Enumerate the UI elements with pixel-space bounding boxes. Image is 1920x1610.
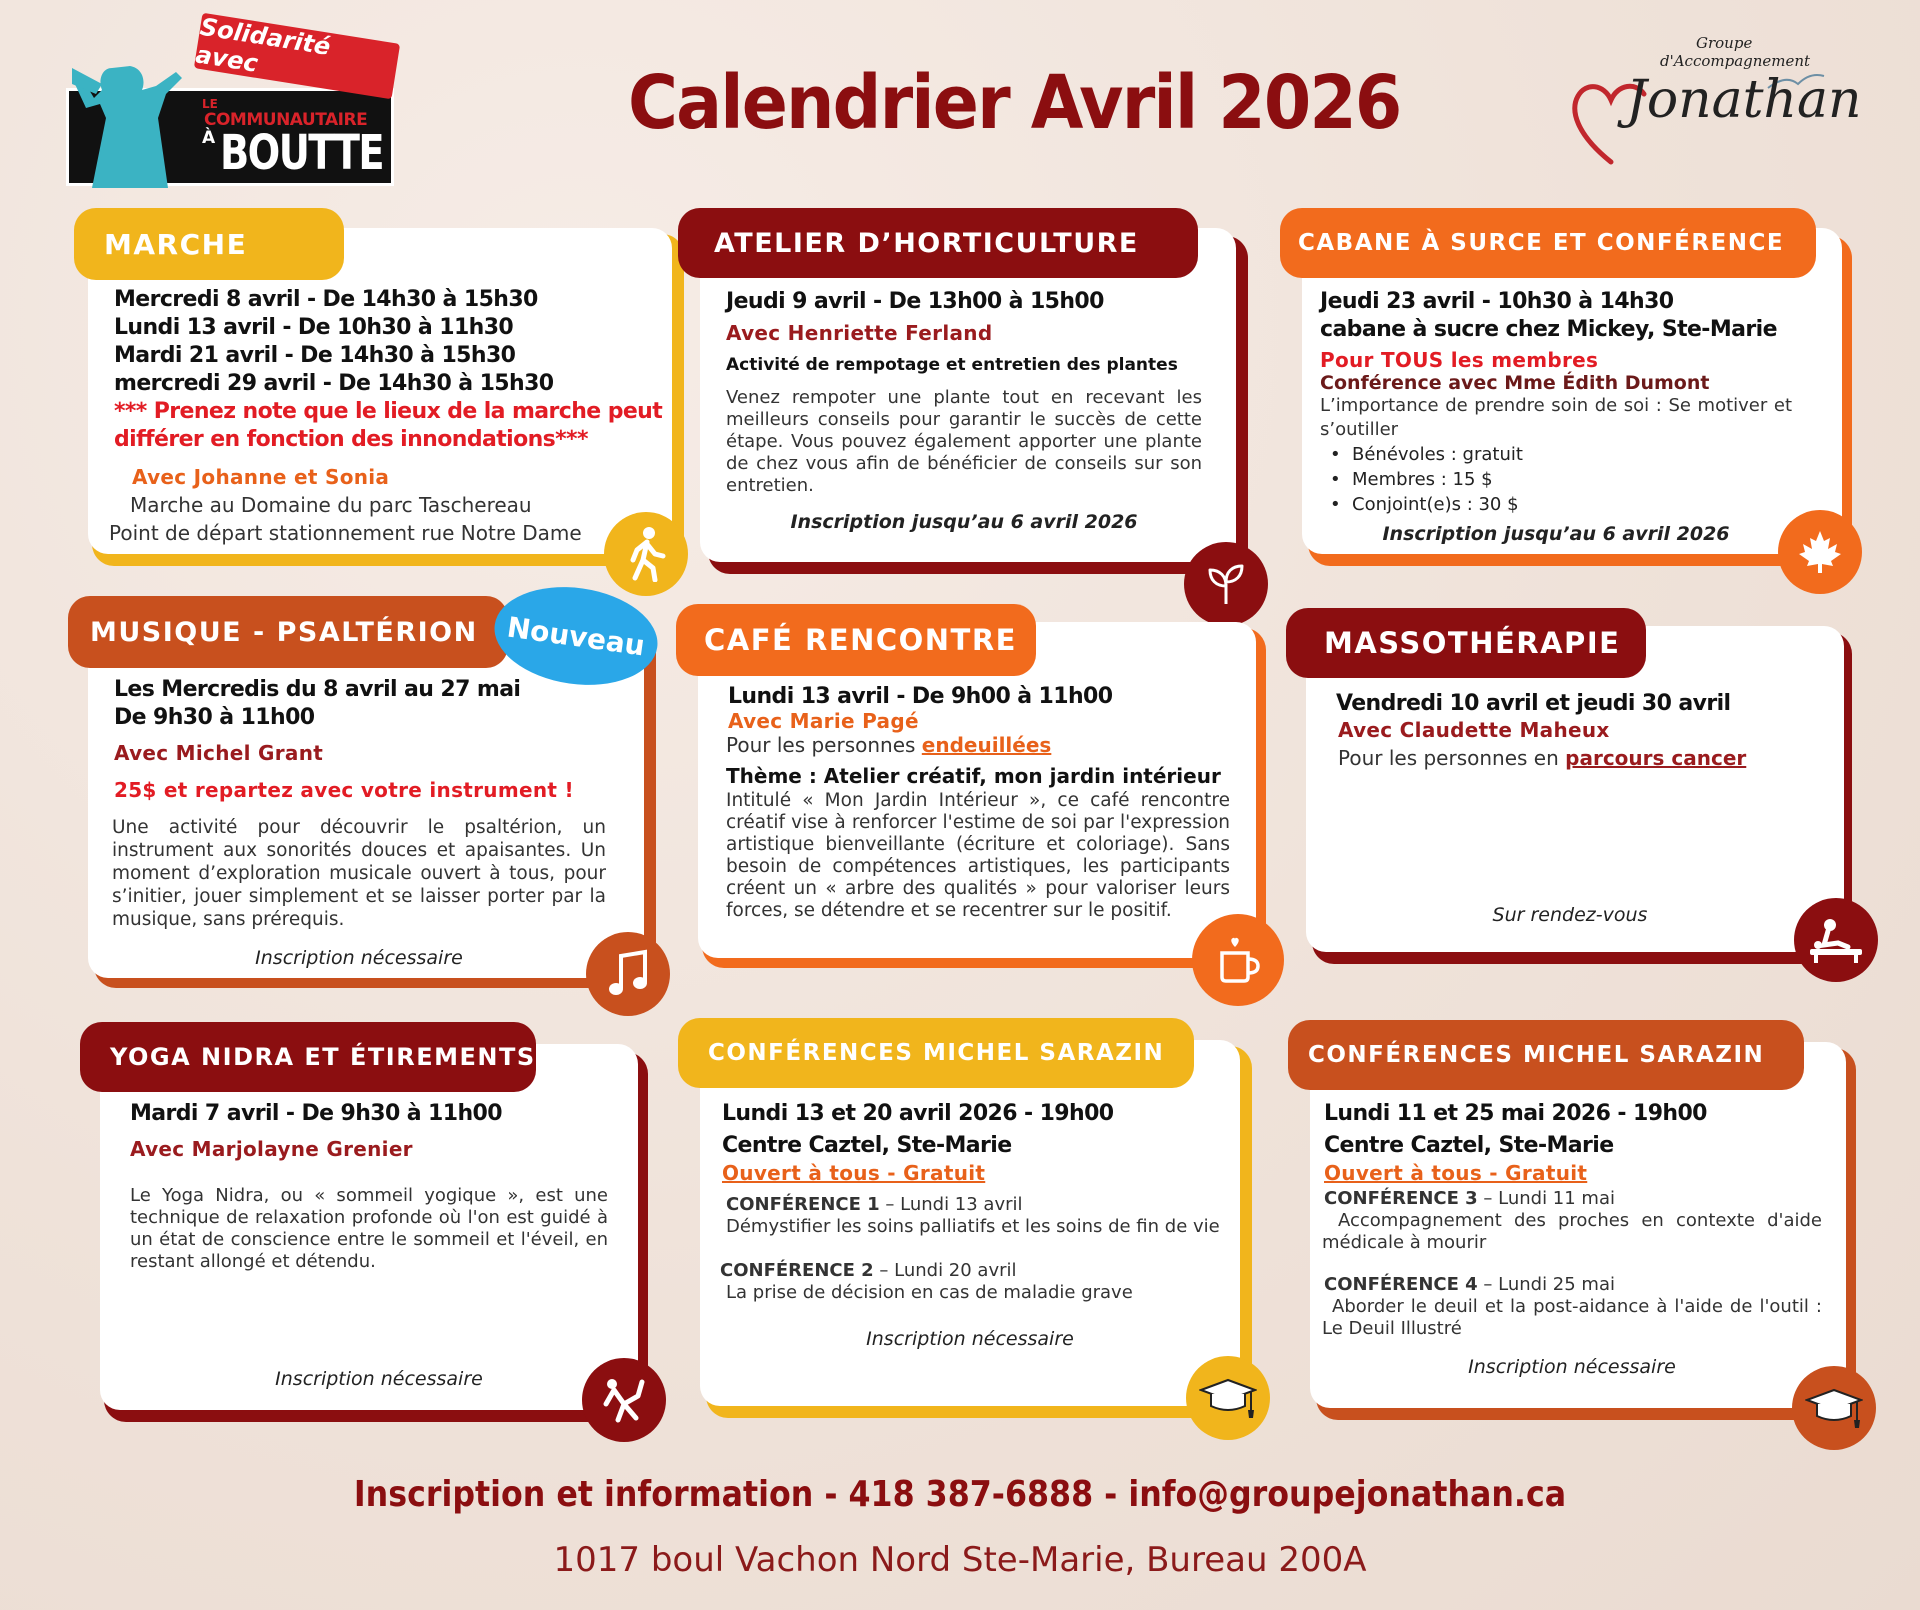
masso-with: Avec Claudette Maheux <box>1338 718 1610 742</box>
masso-for-prefix: Pour les personnes en <box>1338 746 1566 770</box>
horticulture-with: Avec Henriette Ferland <box>726 321 993 345</box>
conf2-c4-desc: Aborder le deuil et la post-aidance à l'aide de l'outil : Le Deuil Illustré <box>1322 1296 1822 1339</box>
conf1-tab <box>678 1018 1194 1088</box>
horticulture-description: Venez rempoter une plante tout en recevant les meilleurs conseils pour garantir le succès de cette étape. Vous pouvez également apporter une plante de chez vous afin de bénéficier de conseils sur son entretien. <box>726 387 1202 496</box>
marche-date-2: Lundi 13 avril - De 10h30 à 11h30 <box>114 315 514 340</box>
musique-tab <box>68 596 508 668</box>
cabane-price-benevoles: • Bénévoles : gratuit <box>1320 442 1792 467</box>
conf2-inscription: Inscription nécessaire <box>1468 1356 1676 1378</box>
logo-communautaire-a-boutte <box>62 12 402 198</box>
conf1-c2-header <box>720 1260 1220 1282</box>
conf2-place: Centre Caztel, Ste-Marie <box>1324 1133 1614 1158</box>
conf2-tab-label: CONFÉRENCES MICHEL SARAZIN <box>1308 1042 1765 1068</box>
horticulture-subtitle: Activité de rempotage et entretien des plantes <box>726 355 1178 375</box>
nouveau-badge-text: Nouveau <box>505 610 647 662</box>
logo-banner <box>194 13 400 100</box>
musique-body <box>112 676 606 969</box>
logo-groupe-jonathan <box>1566 30 1862 170</box>
conf1-inscription: Inscription nécessaire <box>866 1328 1074 1350</box>
cabane-description: L’importance de prendre soin de soi : Se motiver et s’outiller <box>1320 395 1792 440</box>
musique-tab-label: MUSIQUE - PSALTÉRION <box>90 616 478 648</box>
coffee-cup-icon <box>1192 914 1284 1006</box>
masso-tab <box>1286 608 1646 678</box>
cabane-prices <box>1320 442 1792 517</box>
marche-date-4: mercredi 29 avril - De 14h30 à 15h30 <box>114 371 554 396</box>
conf2-c4-header <box>1322 1274 1822 1296</box>
conf1-body <box>720 1100 1220 1350</box>
yoga-description: Le Yoga Nidra, ou « sommeil yogique », est une technique de relaxation profonde où l'on est guidé à un état de conscience entre le sommeil et l'éveil, en restant allongé et détendu. <box>130 1185 608 1272</box>
logo-le: LE <box>202 97 218 111</box>
marche-place-2: Point de départ stationnement rue Notre Dame <box>109 521 582 545</box>
masso-tab-label: MASSOTHÉRAPIE <box>1324 626 1621 660</box>
cabane-price-conjoints: • Conjoint(e)s : 30 $ <box>1320 492 1792 517</box>
yoga-pose-icon <box>582 1358 666 1442</box>
horticulture-tab-label: ATELIER D’HORTICULTURE <box>714 227 1139 259</box>
conf2-c3-desc: Accompagnement des proches en contexte d'aide médicale à mourir <box>1322 1210 1822 1253</box>
cabane-for-all: Pour TOUS les membres <box>1320 348 1599 372</box>
conf1-c2-desc: La prise de décision en cas de maladie grave <box>726 1282 1133 1303</box>
marche-date-1: Mercredi 8 avril - De 14h30 à 15h30 <box>114 287 538 312</box>
musique-date-1: Les Mercredis du 8 avril au 27 mai <box>114 677 521 702</box>
yoga-with: Avec Marjolayne Grenier <box>130 1137 413 1161</box>
marche-body <box>109 286 663 547</box>
logo-groupe-text: Groupe <box>1696 34 1753 52</box>
horticulture-tab <box>678 208 1198 278</box>
yoga-tab-label: YOGA NIDRA ET ÉTIREMENTS <box>110 1043 536 1071</box>
logo-a: À <box>202 128 216 148</box>
cabane-inscription: Inscription jusqu’au 6 avril 2026 <box>1382 523 1730 545</box>
music-note-icon <box>586 932 670 1016</box>
horticulture-date: Jeudi 9 avril - De 13h00 à 15h00 <box>726 289 1104 314</box>
conf2-body <box>1322 1100 1822 1378</box>
horticulture-inscription: Inscription jusqu’au 6 avril 2026 <box>790 511 1138 533</box>
marche-tab <box>74 208 344 280</box>
marche-with: Avec Johanne et Sonia <box>132 465 390 489</box>
cabane-conference: Conférence avec Mme Édith Dumont <box>1320 372 1710 394</box>
musique-with: Avec Michel Grant <box>114 741 324 765</box>
cafe-tab <box>676 604 1036 676</box>
marche-place-1: Marche au Domaine du parc Taschereau <box>130 493 532 517</box>
masso-body <box>1336 690 1816 774</box>
conf2-date: Lundi 11 et 25 mai 2026 - 19h00 <box>1324 1101 1707 1126</box>
conf1-c2-date: – Lundi 20 avril <box>873 1260 1017 1281</box>
cabane-price-membres: • Membres : 15 $ <box>1320 467 1792 492</box>
musique-inscription: Inscription nécessaire <box>255 947 463 969</box>
massage-icon <box>1794 898 1878 982</box>
masso-inscription: Sur rendez-vous <box>1492 904 1648 926</box>
yoga-inscription: Inscription nécessaire <box>275 1368 483 1390</box>
musique-description: Une activité pour découvrir le psaltérion, un instrument aux sonorités douces et apaisantes. Un moment d’exploration musicale ouvert à tous, pour s’initier, jouer simplement et se laisser porter par la musique, sans prérequis. <box>112 817 606 930</box>
yoga-date: Mardi 7 avril - De 9h30 à 11h00 <box>130 1101 502 1126</box>
footer-address: 1017 boul Vachon Nord Ste-Marie, Bureau 200A <box>553 1540 1367 1580</box>
conf1-open: Ouvert à tous - Gratuit <box>722 1161 986 1185</box>
conf1-c2-title: CONFÉRENCE 2 <box>720 1260 874 1281</box>
conf1-tab-label: CONFÉRENCES MICHEL SARAZIN <box>708 1040 1165 1066</box>
logo-boutte: BOUTTE <box>220 125 383 181</box>
sprout-icon <box>1184 542 1268 626</box>
masso-for-link[interactable]: parcours cancer <box>1565 746 1747 770</box>
cafe-date: Lundi 13 avril - De 9h00 à 11h00 <box>728 684 1113 709</box>
marche-tab-label: MARCHE <box>104 227 248 261</box>
logo-communautaire: COMMUNAUTAIRE <box>204 110 368 130</box>
conf1-place: Centre Caztel, Ste-Marie <box>722 1133 1012 1158</box>
graduation-cap-icon <box>1186 1356 1270 1440</box>
graduation-cap-icon-2 <box>1792 1366 1876 1450</box>
conf2-c4-title: CONFÉRENCE 4 <box>1324 1274 1478 1295</box>
conf1-c1-header <box>720 1194 1220 1216</box>
marche-note-2: différer en fonction des innondations*** <box>114 427 588 452</box>
cafe-for <box>726 732 1230 758</box>
yoga-tab <box>80 1022 536 1092</box>
conf2-c3-title: CONFÉRENCE 3 <box>1324 1188 1478 1209</box>
musique-price: 25$ et repartez avec votre instrument ! <box>114 778 574 802</box>
conf1-c1-title: CONFÉRENCE 1 <box>726 1194 880 1215</box>
cafe-body <box>726 684 1230 922</box>
page-title: Calendrier Avril 2026 <box>628 60 1401 146</box>
masso-date: Vendredi 10 avril et jeudi 30 avril <box>1336 691 1731 716</box>
conf2-c4-date: – Lundi 25 mai <box>1477 1274 1615 1295</box>
marche-date-3: Mardi 21 avril - De 14h30 à 15h30 <box>114 343 516 368</box>
walking-person-icon <box>604 512 688 596</box>
cabane-tab-label: CABANE À SURCE ET CONFÉRENCE <box>1298 230 1785 256</box>
cafe-description: Intitulé « Mon Jardin Intérieur », ce café rencontre créatif vise à renforcer l'estime de soi par l'expression artistique bienveillante (écriture et coloriage). Sans besoin de compétences artistiques, les participants créent un « arbre des qualités » pour valoriser leurs forces, se détendre et se recentrer sur le positif. <box>726 790 1230 921</box>
cabane-date: Jeudi 23 avril - 10h30 à 14h30 <box>1320 289 1674 314</box>
cafe-theme: Thème : Atelier créatif, mon jardin intérieur <box>726 764 1221 788</box>
conf2-tab <box>1288 1020 1804 1090</box>
marche-note-1: *** Prenez note que le lieux de la marche peut <box>114 399 663 424</box>
conf2-open: Ouvert à tous - Gratuit <box>1324 1161 1588 1185</box>
conf1-date: Lundi 13 et 20 avril 2026 - 19h00 <box>722 1101 1114 1126</box>
footer-contact: Inscription et information - 418 387-6888 - info@groupejonathan.ca <box>353 1474 1567 1515</box>
horticulture-body <box>726 288 1202 533</box>
maple-leaf-icon <box>1778 510 1862 594</box>
logo-jonathan-text: Jonathan <box>1626 70 1862 130</box>
conf2-c3-date: – Lundi 11 mai <box>1477 1188 1615 1209</box>
cabane-place: cabane à sucre chez Mickey, Ste-Marie <box>1320 317 1777 342</box>
megaphone-person-icon <box>72 38 182 198</box>
musique-date-2: De 9h30 à 11h00 <box>114 705 315 730</box>
conf2-c3-header <box>1322 1188 1822 1210</box>
cafe-tab-label: CAFÉ RENCONTRE <box>704 623 1017 657</box>
cabane-tab <box>1280 208 1816 278</box>
cafe-with: Avec Marie Pagé <box>728 709 919 733</box>
cabane-body <box>1320 288 1792 545</box>
masso-for <box>1336 742 1816 774</box>
conf1-c1-desc: Démystifier les soins palliatifs et les soins de fin de vie <box>726 1216 1220 1237</box>
cafe-for-link[interactable]: endeuillées <box>921 733 1052 757</box>
conf1-c1-date: – Lundi 13 avril <box>879 1194 1023 1215</box>
logo-accompagnement-text: d'Accompagnement <box>1660 52 1811 70</box>
logo-banner-text: Solidarité avec <box>193 12 333 78</box>
cafe-for-prefix: Pour les personnes <box>726 733 922 757</box>
yoga-body <box>130 1100 608 1273</box>
